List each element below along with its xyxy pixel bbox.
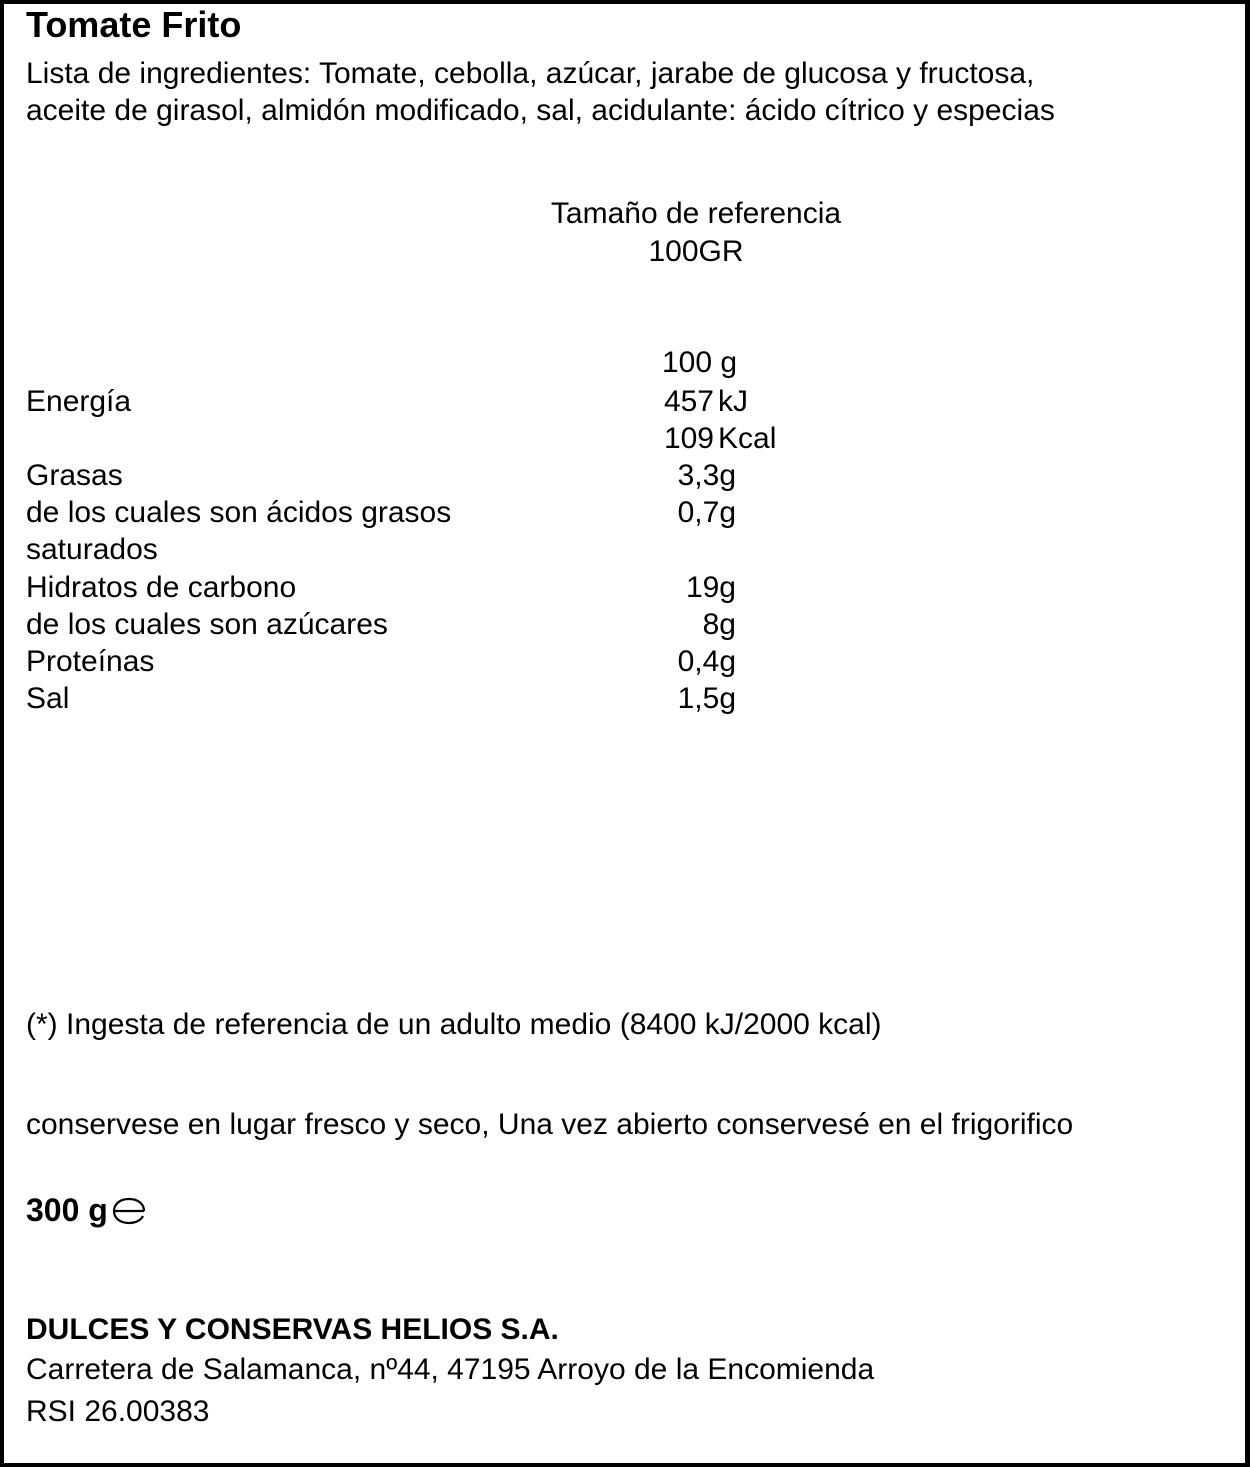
net-weight-value: 300 g <box>26 1192 108 1228</box>
nutrient-label: Hidratos de carbono <box>26 571 297 604</box>
nutrient-value: 8g <box>702 608 736 641</box>
energy-label: Energía <box>26 385 132 418</box>
energy-kcal-value: 109 <box>663 422 714 455</box>
product-title: Tomate Frito <box>26 4 242 45</box>
energy-kcal-unit: Kcal <box>718 422 777 455</box>
nutrient-label: Proteínas <box>26 645 155 678</box>
nutrient-label: de los cuales son ácidos grasos <box>26 496 452 529</box>
reference-intake-footnote: (*) Ingesta de referencia de un adulto medio (8400 kJ/2000 kcal) <box>26 1008 882 1041</box>
energy-kj-value: 457 <box>663 385 714 418</box>
energy-kj-unit: kJ <box>718 385 748 418</box>
net-weight <box>26 1192 147 1228</box>
ingredients-line-1: Lista de ingredientes: Tomate, cebolla, azúcar, jarabe de glucosa y fructosa, <box>26 57 1035 90</box>
nutrition-column-header: 100 g <box>662 346 738 379</box>
reference-size-value: 100GR <box>648 235 744 268</box>
nutrient-label: Sal <box>26 682 70 715</box>
company-address: Carretera de Salamanca, nº44, 47195 Arroyo de la Encomienda <box>26 1353 875 1386</box>
company-name: DULCES Y CONSERVAS HELIOS S.A. <box>26 1313 559 1346</box>
storage-instructions: conservese en lugar fresco y seco, Una vez abierto conservesé en el frigorifico <box>26 1108 1074 1141</box>
nutrient-label: Grasas <box>26 459 123 492</box>
nutrient-value: 19g <box>685 571 736 604</box>
nutrient-value: 3,3g <box>677 459 736 492</box>
nutrient-value: 1,5g <box>677 682 736 715</box>
reference-size-label: Tamaño de referencia <box>550 197 842 230</box>
nutrient-value: 0,7g <box>677 496 736 529</box>
nutrient-label-continued: saturados <box>26 533 158 566</box>
e-mark-icon <box>111 1192 147 1228</box>
company-rsi: RSI 26.00383 <box>26 1395 210 1428</box>
nutrient-value: 0,4g <box>677 645 736 678</box>
nutrient-label: de los cuales son azúcares <box>26 608 388 641</box>
ingredients-line-2: aceite de girasol, almidón modificado, sal, acidulante: ácido cítrico y especias <box>26 94 1055 127</box>
